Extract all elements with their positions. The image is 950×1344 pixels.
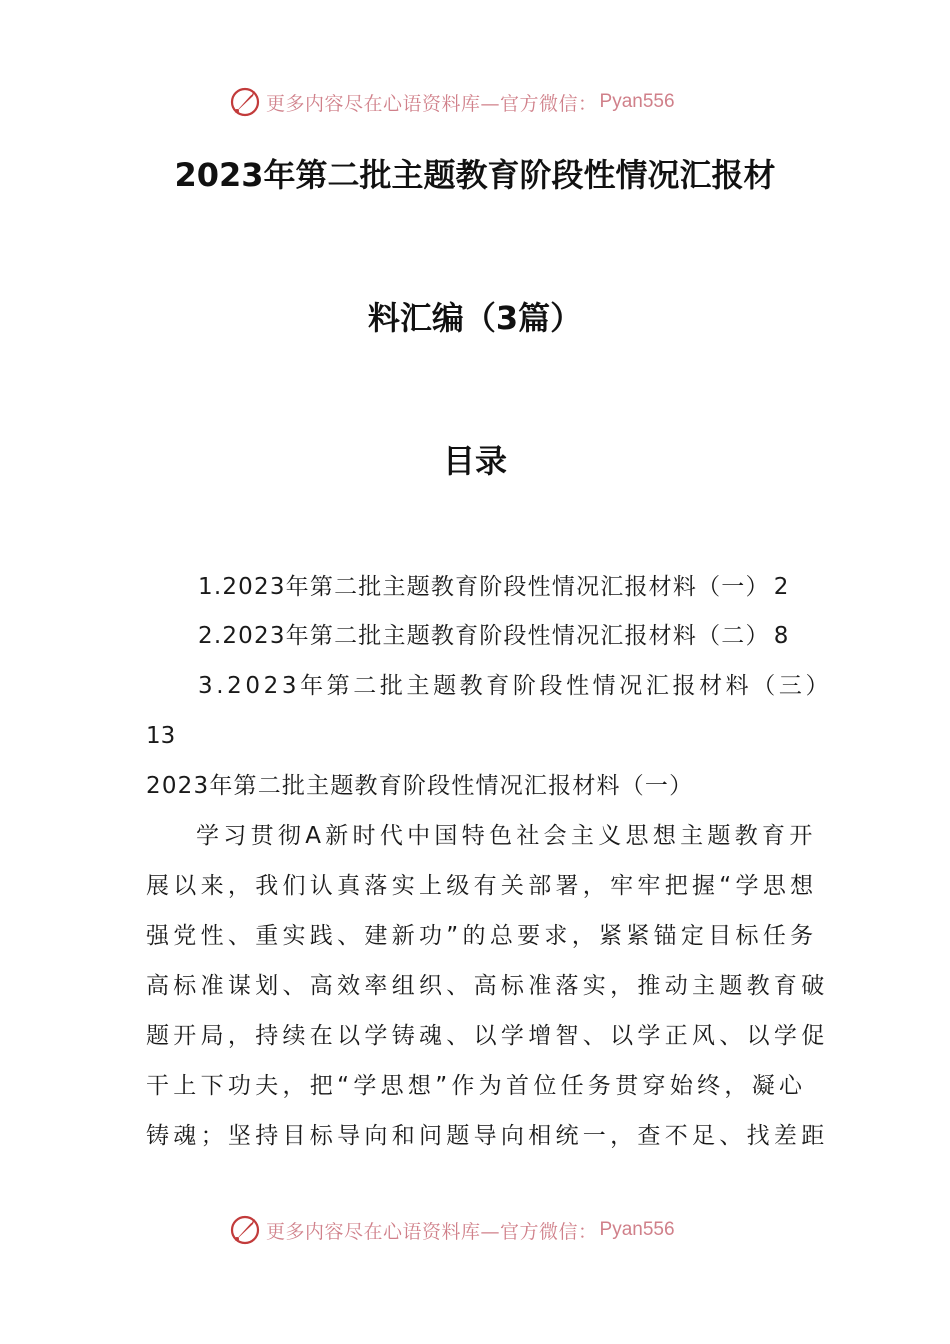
paragraph-line: 学习贯彻A新时代中国特色社会主义思想主题教育开 bbox=[196, 823, 817, 849]
document-title-line-1: 2023年第二批主题教育阶段性情况汇报材 bbox=[174, 156, 776, 194]
paragraph-line: 干上下功夫，把“学思想”作为首位任务贯穿始终，凝心 bbox=[146, 1073, 807, 1099]
paragraph-line: 铸魂；坚持目标导向和问题导向相统一，查不足、找差距 bbox=[146, 1123, 829, 1149]
banner-text: 更多内容尽在心语资料库—官方微信： bbox=[266, 92, 598, 115]
toc-item-1[interactable] bbox=[198, 572, 798, 602]
section-heading: 2023年第二批主题教育阶段性情况汇报材料（一） bbox=[146, 773, 694, 799]
header-banner bbox=[228, 84, 748, 120]
toc-item-label: 3.2023年第二批主题教育阶段性情况汇报材料（三） bbox=[198, 673, 833, 699]
quill-logo-icon bbox=[228, 1213, 262, 1247]
wechat-id: Pyan556 bbox=[599, 1219, 675, 1240]
toc-item-label: 1.2023年第二批主题教育阶段性情况汇报材料（一） bbox=[198, 574, 770, 600]
banner-text: 更多内容尽在心语资料库—官方微信： bbox=[266, 1220, 598, 1243]
document-title-line-2: 料汇编（3篇） bbox=[367, 299, 583, 337]
toc-item-label: 2.2023年第二批主题教育阶段性情况汇报材料（二） bbox=[198, 623, 770, 649]
footer-banner bbox=[228, 1212, 748, 1248]
toc-item-2[interactable] bbox=[198, 621, 798, 651]
toc-item-3[interactable] bbox=[198, 671, 833, 701]
toc-item-page: 8 bbox=[773, 623, 790, 649]
wechat-id: Pyan556 bbox=[599, 91, 675, 112]
toc-item-page: 2 bbox=[773, 574, 790, 600]
toc-item-3-page: 13 bbox=[146, 723, 176, 749]
quill-logo-icon bbox=[228, 85, 262, 119]
paragraph-line: 展以来，我们认真落实上级有关部署，牢牢把握“学思想 bbox=[146, 873, 818, 899]
paragraph-line: 题开局，持续在以学铸魂、以学增智、以学正风、以学促 bbox=[146, 1023, 829, 1049]
paragraph-line: 强党性、重实践、建新功”的总要求，紧紧锚定目标任务 bbox=[146, 923, 818, 949]
paragraph-line: 高标准谋划、高效率组织、高标准落实，推动主题教育破 bbox=[146, 973, 829, 999]
toc-heading: 目录 bbox=[442, 442, 507, 480]
